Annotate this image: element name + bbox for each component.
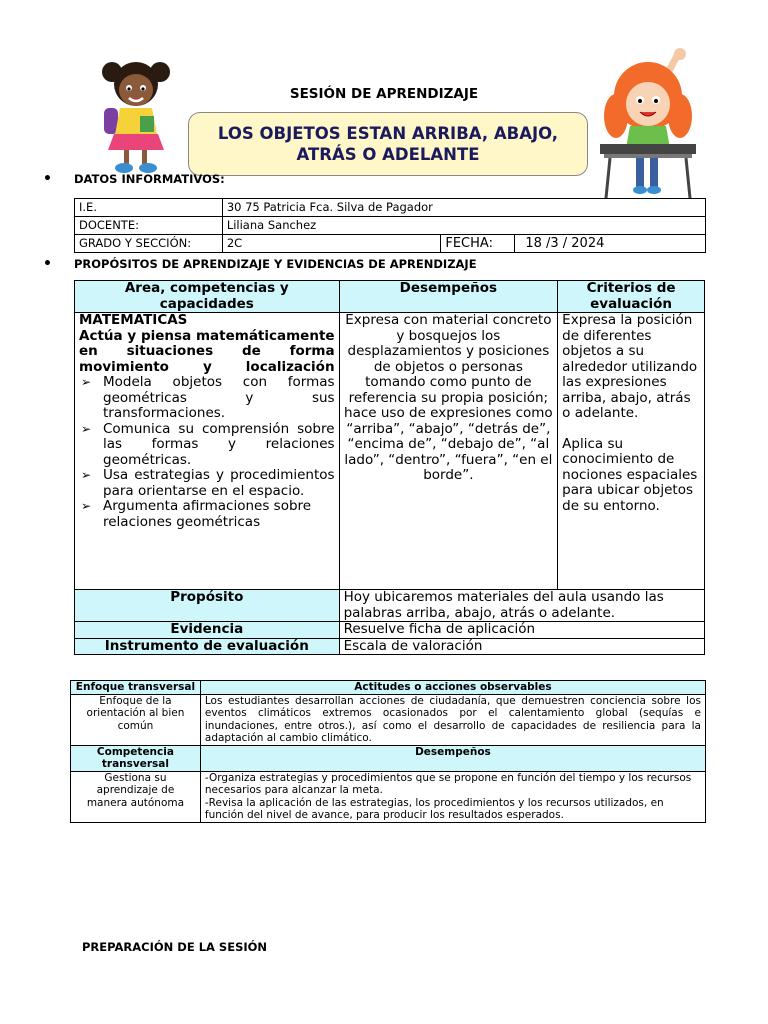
col-header-desempenos: Desempeños (339, 281, 558, 313)
table-row (75, 622, 705, 639)
datos-heading: DATOS INFORMATIVOS: (74, 172, 225, 186)
table-row (75, 235, 706, 253)
list-item: ➢ Modela objetos con formas geométricas y sus transformaciones. (81, 374, 335, 421)
ie-label: I.E. (75, 199, 223, 217)
table-row (71, 694, 706, 745)
desempeno-cell: Expresa con material concreto y bosquejos los desplazamientos y posiciones de objetos o personas tomando como punto de referencia su propia posición; hace uso de expresiones como “arriba”, “abajo”, “detrás de”, “encima de”, “debajo de”, “al lado”, “dentro”, “fuera”, “en el borde”. (339, 313, 558, 590)
grado-label: GRADO Y SECCIÓN: (75, 235, 223, 253)
table-row (75, 313, 705, 590)
table-header-row (71, 745, 706, 771)
proposito-value: Hoy ubicaremos materiales del aula usando las palabras arriba, abajo, atrás o adelante. (339, 590, 704, 622)
instrumento-value: Escala de valoración (339, 638, 704, 655)
girl-with-backpack-illustration (96, 54, 176, 176)
docente-label: DOCENTE: (75, 217, 223, 235)
session-title-box (188, 112, 588, 176)
table-row (71, 771, 706, 822)
col-header-criterios: Criterios de evaluación (558, 281, 705, 313)
evidencia-label: Evidencia (75, 622, 340, 639)
comp-desempenos (200, 771, 705, 822)
enfoque-name: Enfoque de la orientación al bien común (71, 694, 201, 745)
evidencia-value: Resuelve ficha de aplicación (339, 622, 704, 639)
capacidades-list (79, 375, 335, 530)
area-cell (75, 313, 340, 590)
bullet-datos: • (43, 171, 52, 187)
table-row (75, 199, 706, 217)
comp-desempenos-header: Desempeños (200, 745, 705, 771)
col-header-enfoque: Enfoque transversal (71, 681, 201, 695)
comp-name: Gestiona su aprendizaje de manera autónoma (71, 771, 201, 822)
bullet-propositos: • (43, 256, 52, 272)
fecha-label: FECHA: (441, 235, 515, 253)
table-header-row (75, 281, 705, 313)
page-title: SESIÓN DE APRENDIZAJE (289, 86, 479, 102)
col-header-area: Area, competencias y capacidades (75, 281, 340, 313)
criterio-1: Expresa la posición de diferentes objetos a su alrededor utilizando las expresiones arriba, abajo, atrás o adelante. (562, 312, 698, 421)
list-item: ➢ Argumenta afirmaciones sobre relaciones geométricas (81, 498, 312, 530)
datos-table (74, 198, 706, 253)
competencia-text: Actúa y piensa matemáticamente en situaciones de forma movimiento y localización (79, 327, 335, 375)
table-header-row (71, 681, 706, 695)
comp-header: Competencia transversal (71, 745, 201, 771)
proposito-label: Propósito (75, 590, 340, 622)
list-item: ➢ Comunica su comprensión sobre las formas y relaciones geométricas. (81, 420, 335, 468)
session-title-line1: LOS OBJETOS ESTAN ARRIBA, ABAJO, (217, 124, 559, 143)
propositos-heading: PROPÓSITOS DE APRENDIZAJE Y EVIDENCIAS DE APRENDIZAJE (74, 257, 477, 271)
comp-line-2: -Revisa la aplicación de las estrategias, los procedimientos y los recursos utilizados, en función del nivel de avance, para producir los resultados esperados. (204, 796, 664, 821)
ie-value: 30 75 Patricia Fca. Silva de Pagador (222, 199, 705, 217)
criterios-cell (558, 313, 705, 590)
col-header-actitudes: Actitudes o acciones observables (200, 681, 705, 695)
docente-value: Liliana Sanchez (222, 217, 705, 235)
preparacion-heading: PREPARACIÓN DE LA SESIÓN (82, 940, 268, 954)
propositos-table (74, 280, 705, 655)
instrumento-label: Instrumento de evaluación (75, 638, 340, 655)
table-row (75, 217, 706, 235)
table-row (75, 590, 705, 622)
girl-at-desk-illustration (596, 48, 704, 208)
list-item: ➢ Usa estrategias y procedimientos para orientarse en el espacio. (81, 467, 335, 499)
session-title-line2: ATRÁS O ADELANTE (296, 145, 480, 164)
table-row (75, 638, 705, 655)
criterio-2: Aplica su conocimiento de nociones espaciales para ubicar objetos de su entorno. (562, 435, 698, 514)
enfoque-text: Los estudiantes desarrollan acciones de ciudadanía, que demuestren conciencia sobre los eventos climáticos extremos ocasionados por el calentamiento global (sequías e inundaciones, entre otros.), así como el desarrollo de capacidades de resiliencia para la adaptación al cambio climático. (200, 694, 705, 745)
enfoque-table (70, 680, 706, 823)
area-name: MATEMATICAS (79, 312, 188, 328)
grado-value: 2C (222, 235, 441, 253)
comp-line-1: -Organiza estrategias y procedimientos que se propone en función del tiempo y los recursos necesarios para alcanzar la meta. (204, 771, 692, 796)
fecha-value: 18 /3 / 2024 (515, 235, 706, 253)
